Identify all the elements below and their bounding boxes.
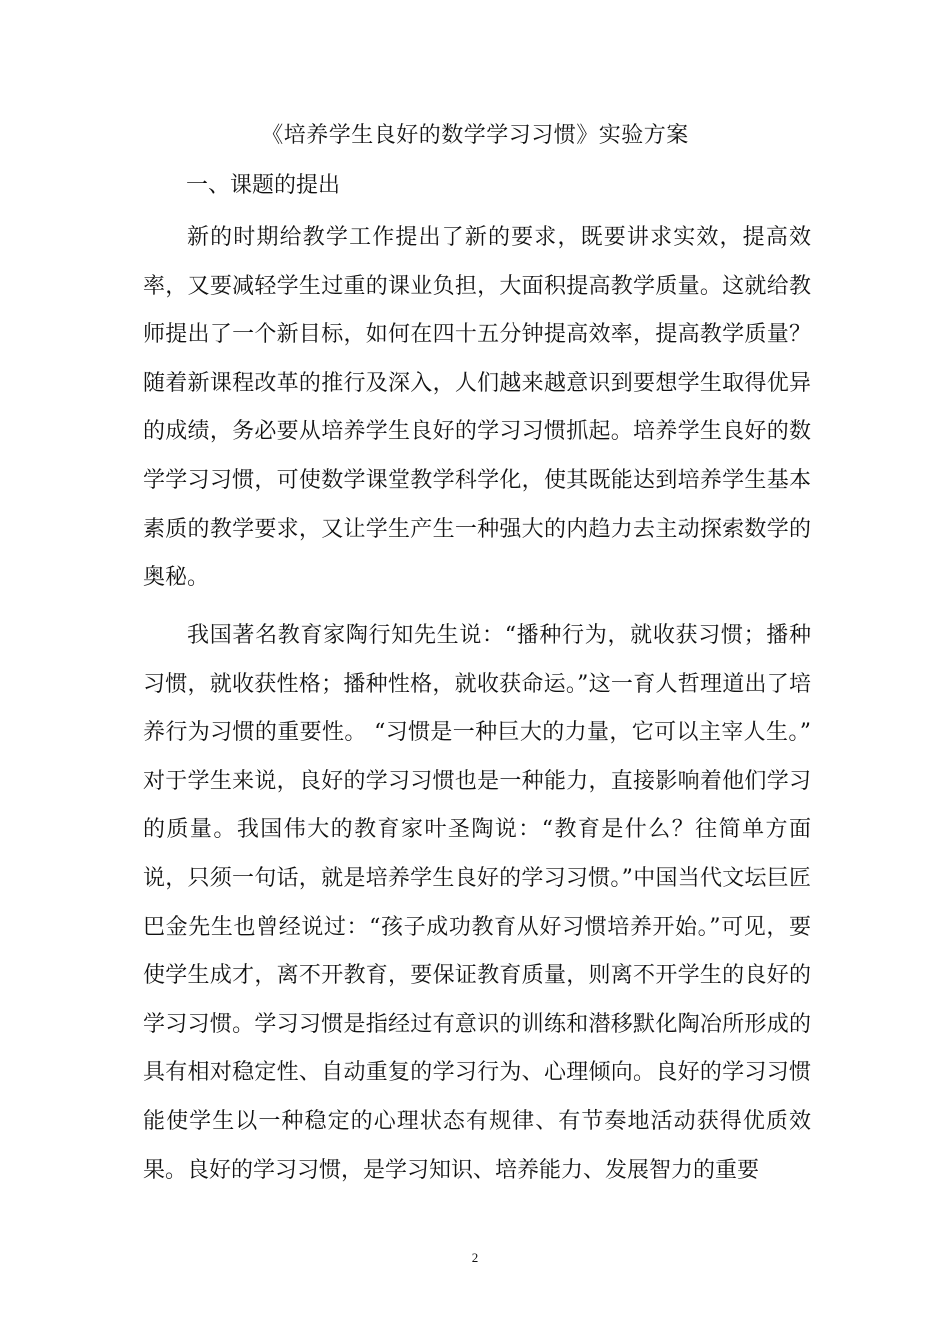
page-number: 2 bbox=[471, 1250, 479, 1265]
paragraph-1: 新的时期给教学工作提出了新的要求，既要讲求实效，提高效率，又要减轻学生过重的课业负担，大面积提高教学质量。这就给教师提出了一个新目标，如何在四十五分钟提高效率，提高教学质量？随着新课程改革的推行及深入，人们越来越意识到要想学生取得优异的成绩，务必要从培养学生良好的学习习惯抓起。培养学生良好的数学学习习惯，可使数学课堂教学科学化，使其既能达到培养学生基本素质的教学要求，又让学生产生一种强大的内趋力去主动探索数学的奥秘。 bbox=[143, 225, 811, 591]
section-heading: 一、课题的提出 bbox=[186, 173, 341, 198]
paragraph-2: 我国著名教育家陶行知先生说：“播种行为，就收获习惯；播种习惯，就收获性格；播种性格，就收获命运。”这一育人哲理道出了培养行为习惯的重要性。 “习惯是一种巨大的力量，它可以主宰人生。” 对于学生来说，良好的学习习惯也是一种能力，直接影响着他们学习的质量。我国伟大的教育家叶圣陶说：“教育是什么？往简单方面说，只须一句话，就是培养学生良好的学习习惯。”中国当代文坛巨匠巴金先生也曾经说过：“孩子成功教育从好习惯培养开始。”可见，要使学生成才，离不开教育，要保证教育质量，则离不开学生的良好的学习习惯。学习习惯是指经过有意识的训练和潜移默化陶冶所形成的具有相对稳定性、自动重复的学习行为、心理倾向。良好的学习习惯能使学生以一种稳定的心理状态有规律、有节奏地活动获得优质效果。良好的学习习惯，是学习知识、培养能力、发展智力的重要 bbox=[143, 623, 811, 1183]
document-title: 《培养学生良好的数学学习习惯》实验方案 bbox=[261, 123, 689, 148]
